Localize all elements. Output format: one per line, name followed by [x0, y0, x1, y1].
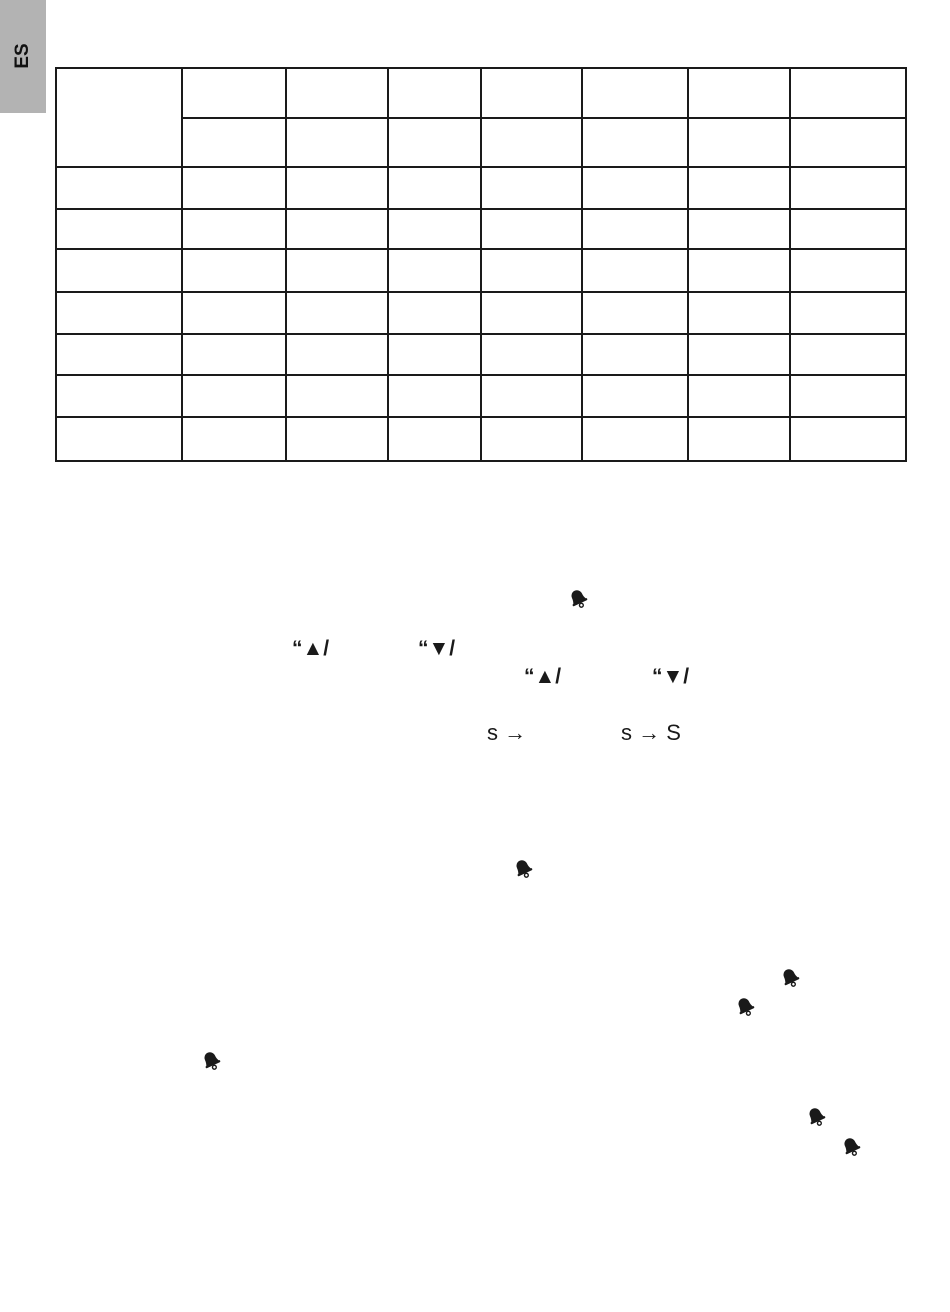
table-cell — [56, 249, 182, 292]
alarm-bell-icon — [778, 965, 802, 989]
mode-sequence-text: s → — [487, 720, 527, 745]
table-cell — [481, 167, 582, 209]
table-cell — [182, 334, 286, 375]
table-subheader-row — [56, 118, 906, 167]
table-cell — [582, 375, 688, 417]
table-row — [56, 292, 906, 334]
table-cell — [286, 417, 388, 461]
table-cell — [481, 209, 582, 249]
alarm-bell-icon — [511, 856, 535, 880]
table-header-cell — [790, 68, 906, 118]
table-cell — [286, 167, 388, 209]
table-cell — [481, 375, 582, 417]
up-key-symbol: “▲/ — [524, 665, 562, 688]
alarm-bell-icon — [199, 1048, 223, 1072]
table-cell — [582, 209, 688, 249]
table-cell — [388, 249, 481, 292]
up-key-symbol: “▲/ — [292, 637, 330, 660]
table-cell — [182, 167, 286, 209]
table-cell — [688, 209, 790, 249]
table-header-cell — [56, 68, 182, 167]
table-cell — [582, 249, 688, 292]
table-row — [56, 167, 906, 209]
alarm-bell-icon — [566, 586, 590, 610]
alarm-bell-icon — [733, 994, 757, 1018]
table-cell — [388, 417, 481, 461]
table-header-cell — [582, 118, 688, 167]
table-cell — [688, 167, 790, 209]
table-cell — [388, 167, 481, 209]
table-cell — [790, 249, 906, 292]
table-cell — [582, 334, 688, 375]
table-header-cell — [790, 118, 906, 167]
table-cell — [56, 417, 182, 461]
table-cell — [56, 209, 182, 249]
table-row — [56, 375, 906, 417]
table-cell — [481, 334, 582, 375]
table-cell — [582, 417, 688, 461]
table-cell — [790, 167, 906, 209]
table-cell — [582, 292, 688, 334]
table-cell — [790, 334, 906, 375]
table-header-row — [56, 68, 906, 118]
down-key-symbol: “▼/ — [652, 665, 690, 688]
table-header-cell — [688, 118, 790, 167]
table-cell — [182, 417, 286, 461]
table-header-cell — [481, 68, 582, 118]
table-cell — [481, 249, 582, 292]
table-cell — [286, 249, 388, 292]
table-header-cell — [481, 118, 582, 167]
table-cell — [481, 292, 582, 334]
table-cell — [388, 292, 481, 334]
mode-sequence-text: s → S — [621, 720, 681, 745]
table-header-cell — [182, 68, 286, 118]
table-cell — [182, 249, 286, 292]
table-cell — [286, 292, 388, 334]
table-cell — [481, 417, 582, 461]
language-tab — [0, 0, 46, 113]
table-cell — [790, 209, 906, 249]
table-cell — [56, 292, 182, 334]
table-header-cell — [582, 68, 688, 118]
table-cell — [388, 334, 481, 375]
table-header-cell — [388, 68, 481, 118]
spec-table — [55, 67, 907, 462]
alarm-bell-icon — [839, 1134, 863, 1158]
table-cell — [688, 417, 790, 461]
table-cell — [286, 209, 388, 249]
table-cell — [582, 167, 688, 209]
table-row — [56, 417, 906, 461]
alarm-bell-icon — [804, 1104, 828, 1128]
table-header-cell — [182, 118, 286, 167]
table-row — [56, 209, 906, 249]
table-row — [56, 249, 906, 292]
table-cell — [182, 209, 286, 249]
table-cell — [688, 292, 790, 334]
table-cell — [388, 209, 481, 249]
table-cell — [56, 334, 182, 375]
table-cell — [790, 375, 906, 417]
table-cell — [56, 375, 182, 417]
table-header-cell — [688, 68, 790, 118]
table-row — [56, 334, 906, 375]
table-cell — [286, 375, 388, 417]
table-cell — [286, 334, 388, 375]
table-cell — [182, 292, 286, 334]
table-cell — [790, 292, 906, 334]
table-cell — [790, 417, 906, 461]
down-key-symbol: “▼/ — [418, 637, 456, 660]
table-header-cell — [388, 118, 481, 167]
table-cell — [688, 249, 790, 292]
language-tab-label: ES — [12, 43, 33, 69]
table-cell — [688, 334, 790, 375]
table-cell — [182, 375, 286, 417]
table-cell — [688, 375, 790, 417]
table-cell — [56, 167, 182, 209]
table-header-cell — [286, 118, 388, 167]
table-cell — [388, 375, 481, 417]
table-header-cell — [286, 68, 388, 118]
